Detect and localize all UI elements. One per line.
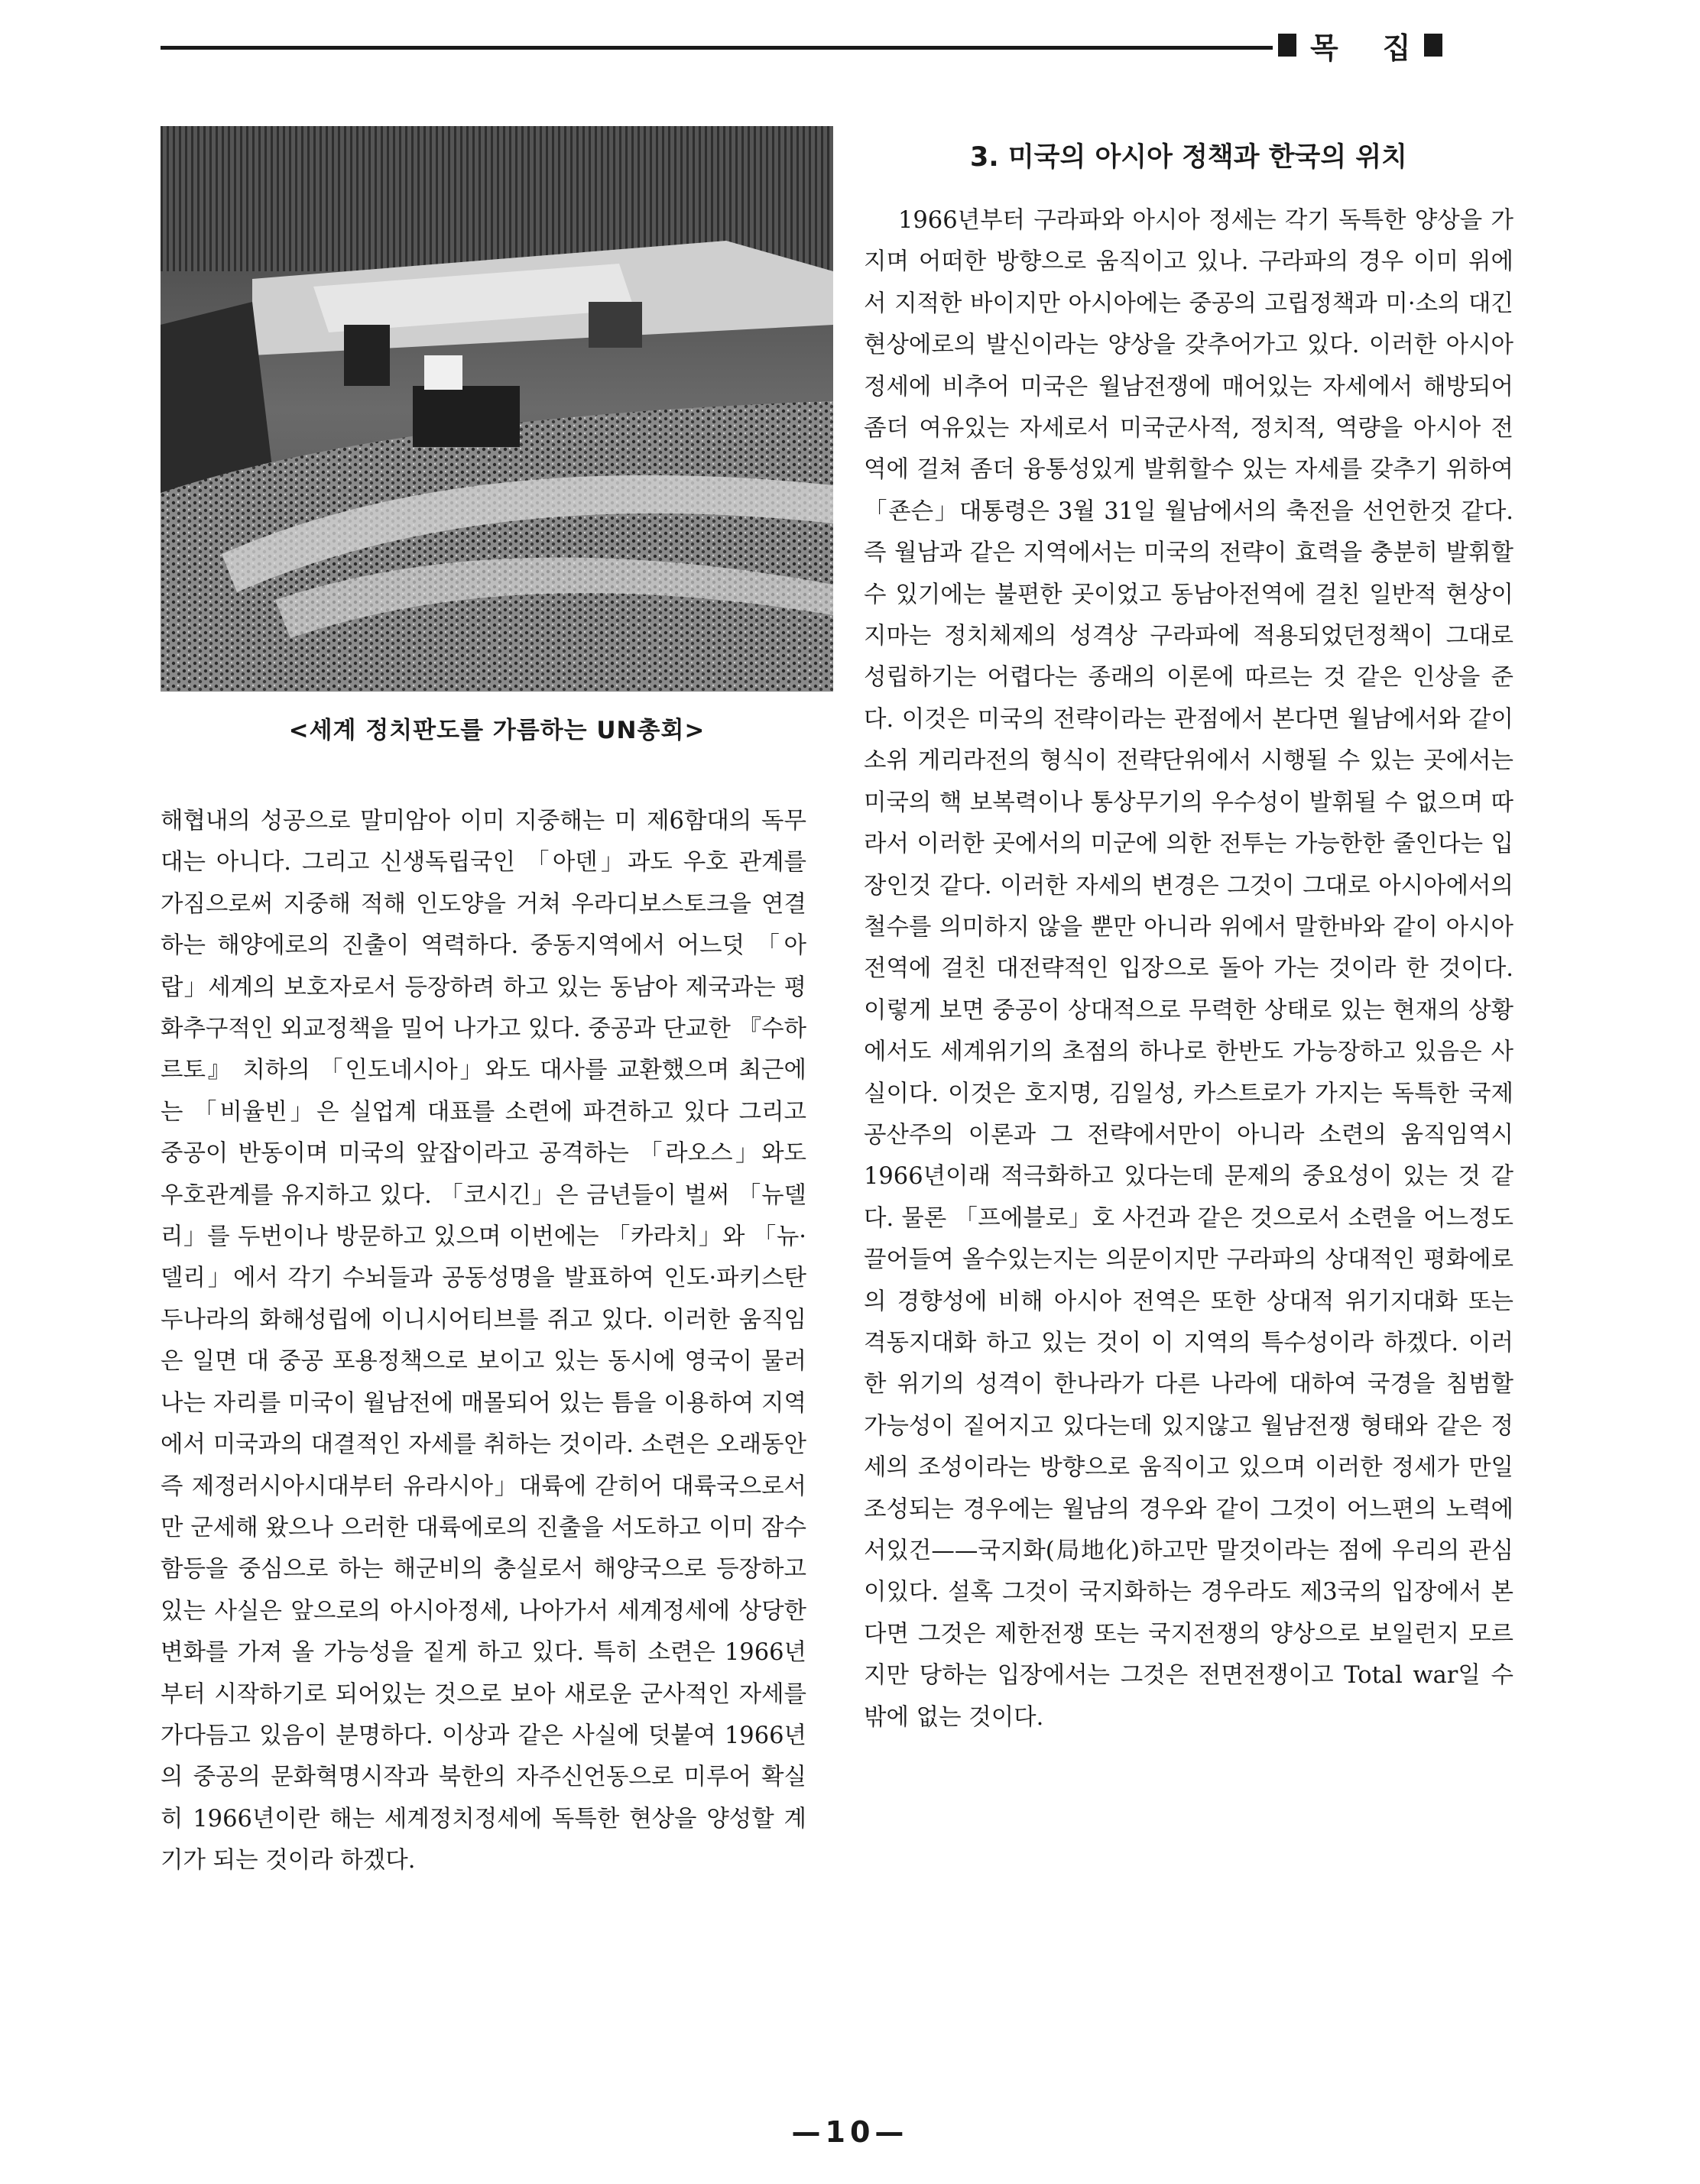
header-square-left xyxy=(1278,34,1296,57)
header-section-label xyxy=(1278,26,1442,64)
header-rule xyxy=(161,46,1273,50)
un-assembly-photo xyxy=(161,126,833,692)
right-column-text xyxy=(864,200,1513,1738)
left-paragraph: 해협내의 성공으로 말미암아 이미 지중해는 미 제6함대의 독무대는 아니다. 그리고 신생독립국인 「아덴」과도 우호 관계를 가짐으로써 지중해 적해 인도양을 거쳐 우라디보스토크을 연결하는 해양에로의 진출이 역력하다. 중동지역에서 어느덧 「아랍」세계의 보호자로서 등장하려 하고 있는 동남아 제국과는 평화추구적인 외교정책을 밀어 나가고 있다. 중공과 단교한 『수하르토』 치하의 「인도네시아」와도 대사를 교환했으며 최근에는 「비율빈」은 실업계 대표를 소련에 파견하고 있다 그리고 중공이 반동이며 미국의 앞잡이라고 공격하는 「라오스」와도 우호관계를 유지하고 있다. 「코시긴」은 금년들이 벌써 「뉴델리」를 두번이나 방문하고 있으며 이번에는 「카라치」와 「뉴·델리」에서 각기 수뇌들과 공동성명을 발표하여 인도·파키스탄 두나라의 화해성립에 이니시어티브를 쥐고 있다. 이러한 움직임은 일면 대 중공 포용정책으로 보이고 있는 동시에 영국이 물러나는 자리를 미국이 월남전에 매몰되어 있는 틈을 이용하여 지역에서 미국과의 대결적인 자세를 취하는 것이라. 소련은 오래동안 즉 제정러시아시대부터 유라시아」대륙에 갇히어 대륙국으로서만 군세해 왔으나 으러한 대륙에로의 진출을 서도하고 이미 잠수함등을 중심으로 하는 해군비의 충실로서 해양국으로 등장하고 있는 사실은 앞으로의 아시아정세, 나아가서 세계정세에 상당한 변화를 가져 올 가능성을 짙게 하고 있다. 특히 소련은 1966년부터 시작하기로 되어있는 것으로 보아 새로운 군사적인 자세를 가다듬고 있음이 분명하다. 이상과 같은 사실에 덧붙여 1966년의 중공의 문화혁명시작과 북한의 자주신언동으로 미루어 확실히 1966년이란 해는 세계정치정세에 독특한 현상을 양성할 계기가 되는 것이라 하겠다. xyxy=(161,808,806,1875)
header-square-right xyxy=(1424,34,1442,57)
page-number: —10— xyxy=(791,2115,909,2149)
photo-caption: <세계 정치판도를 가름하는 UN총회> xyxy=(288,717,706,744)
right-paragraph: 1966년부터 구라파와 아시아 정세는 각기 독특한 양상을 가지며 어떠한 방향으로 움직이고 있나. 구라파의 경우 이미 위에서 지적한 바이지만 아시아에는 중공의 고립정책과 미·소의 대긴현상에로의 발신이라는 양상을 갖추어가고 있다. 이러한 아시아정세에 비추어 미국은 월남전쟁에 매어있는 자세에서 해방되어 좀더 여유있는 자세로서 미국군사적, 정치적, 역량을 아시아 전역에 걸쳐 좀더 융통성있게 발휘할수 있는 자세를 갖추기 위하여 「죤슨」대통령은 3월 31일 월남에서의 축전을 선언한것 같다. 즉 월남과 같은 지역에서는 미국의 전략이 효력을 충분히 발휘할수 있기에는 불편한 곳이었고 동남아전역에 걸친 일반적 현상이지마는 정치체제의 성격상 구라파에 적용되었던정책이 그대로 성립하기는 어렵다는 종래의 이론에 따르는 것 같은 인상을 준다. 이것은 미국의 전략이라는 관점에서 본다면 월남에서와 같이 소위 게리라전의 형식이 전략단위에서 시행될 수 있는 곳에서는 미국의 핵 보복력이나 통상무기의 우수성이 발휘될 수 없으며 따라서 이러한 곳에서의 미군에 의한 전투는 가능한한 줄인다는 입장인것 같다. 이러한 자세의 변경은 그것이 그대로 아시아에서의 철수를 의미하지 않을 뿐만 아니라 위에서 말한바와 같이 아시아 전역에 걸친 대전략적인 입장으로 돌아 가는 것이라 한 것이다. 이렇게 보면 중공이 상대적으로 무력한 상태로 있는 현재의 상황에서도 세계위기의 초점의 하나로 한반도 가능장하고 있음은 사실이다. 이것은 호지명, 김일성, 카스트로가 가지는 독특한 국제공산주의 이론과 그 전략에서만이 아니라 소련의 움직임역시 1966년이래 적극화하고 있다는데 문제의 중요성이 있는 것 같다. 물론 「프에블로」호 사건과 같은 것으로서 소련을 어느정도 끌어들여 올수있는지는 의문이지만 구라파의 상대적인 평화에로의 경향성에 비해 아시아 전역은 또한 상대적 위기지대화 또는 격동지대화 하고 있는 것이 이 지역의 특수성이라 하겠다. 이러한 위기의 성격이 한나라가 다른 나라에 대하여 국경을 침범할 가능성이 짙어지고 있다는데 있지않고 월남전쟁 형태와 같은 정세의 조성이라는 방향으로 움직이고 있으며 이러한 정세가 만일 조성되는 경우에는 월남의 경우와 같이 그것이 어느편의 노력에서있건——국지화(局地化)하고만 말것이라는 점에 우리의 관심이있다. 설혹 그것이 국지화하는 경우라도 제3국의 입장에서 본다면 그것은 제한전쟁 또는 국지전쟁의 양상으로 보일런지 모르지만 당하는 입장에서는 그것은 전면전쟁이고 Total war일 수밖에 없는 것이다. xyxy=(864,207,1513,1731)
photo-illustration xyxy=(161,126,833,692)
section-title: 3. 미국의 아시아 정책과 한국의 위치 xyxy=(970,142,1407,173)
left-column-text xyxy=(161,801,806,1882)
header-label-part1: 목 xyxy=(1310,31,1338,65)
header-label-part2: 집 xyxy=(1382,31,1411,65)
